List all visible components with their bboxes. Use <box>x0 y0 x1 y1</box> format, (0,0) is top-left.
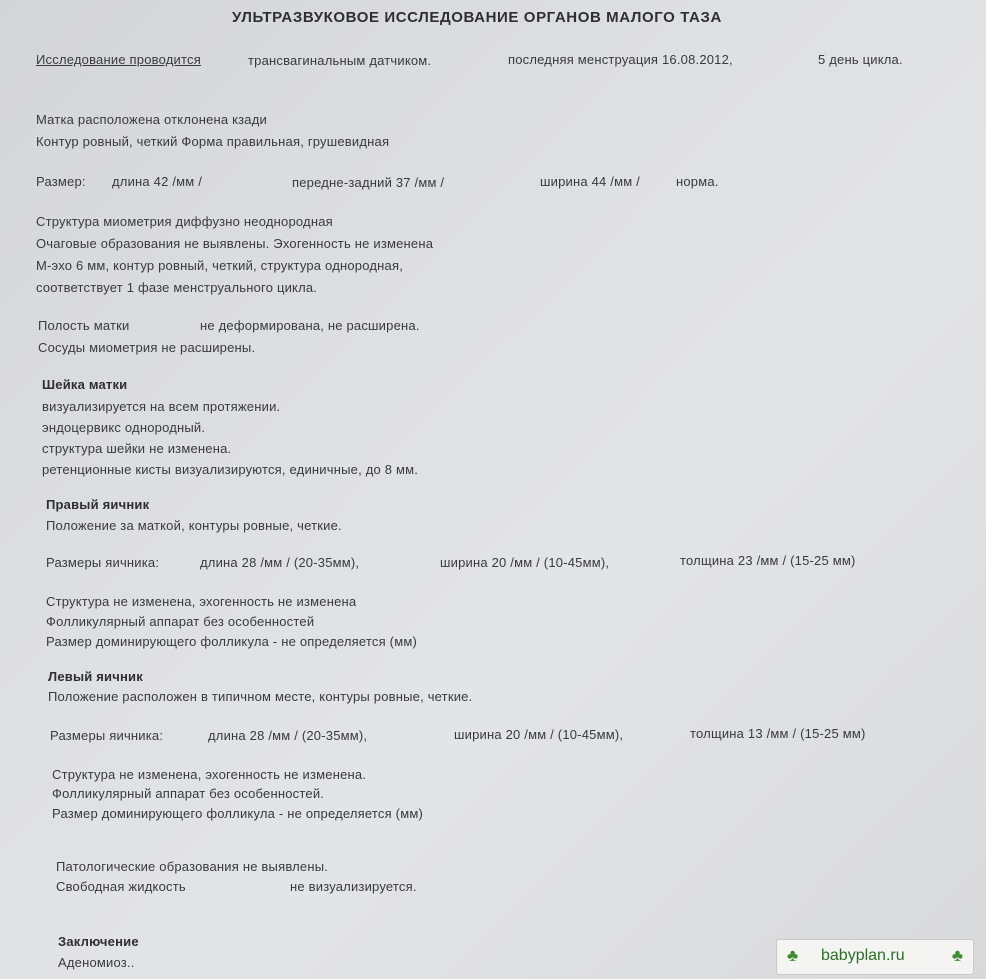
uterus-ap-size: передне-задний 37 /мм / <box>292 175 445 190</box>
right-ovary-heading: Правый яичник <box>46 497 150 512</box>
right-ovary-length: длина 28 /мм / (20-35мм), <box>200 555 360 570</box>
conclusion-heading: Заключение <box>58 934 139 949</box>
report-title: УЛЬТРАЗВУКОВОЕ ИССЛЕДОВАНИЕ ОРГАНОВ МАЛОГО ТАЗА <box>232 9 722 26</box>
free-fluid-label: Свободная жидкость <box>56 879 186 894</box>
uterus-norm: норма. <box>676 174 719 189</box>
last-menstruation: последняя менструация 16.08.2012, <box>508 52 733 67</box>
uterus-size-label: Размер: <box>36 174 86 189</box>
right-ovary-position: Положение за маткой, контуры ровные, четкие. <box>46 518 342 533</box>
conclusion-text: Аденомиоз.. <box>58 955 135 970</box>
left-ovary-follicular: Фолликулярный аппарат без особенностей. <box>52 786 325 801</box>
cycle-day: 5 день цикла. <box>818 52 903 67</box>
watermark-text: babyplan.ru <box>821 947 905 964</box>
right-ovary-dominant-follicle: Размер доминирующего фолликула - не определяется (мм) <box>46 634 418 649</box>
clover-icon: ♣ <box>787 946 799 965</box>
myometrium-vessels: Сосуды миометрия не расширены. <box>38 340 256 355</box>
cycle-phase: соответствует 1 фазе менструального цикла. <box>36 280 318 295</box>
left-ovary-position: Положение расположен в типичном месте, контуры ровные, четкие. <box>48 689 473 704</box>
right-ovary-structure: Структура не изменена, эхогенность не изменена <box>46 594 357 609</box>
myometrium-structure: Структура миометрия диффузно неоднородная <box>36 214 333 229</box>
cervix-heading: Шейка матки <box>42 377 128 392</box>
cervix-line-3: структура шейки не изменена. <box>42 441 232 456</box>
uterus-position-text: Матка расположена отклонена кзади <box>36 112 267 127</box>
uterus-width: ширина 44 /мм / <box>540 174 640 189</box>
uterus-contour: Контур ровный, четкий Форма правильная, грушевидная <box>36 134 390 149</box>
intro-label: Исследование проводится <box>36 52 201 67</box>
left-ovary-dominant-follicle: Размер доминирующего фолликула - не определяется (мм) <box>52 806 424 821</box>
focal-lesions: Очаговые образования не выявлены. Эхогенность не изменена <box>36 236 434 251</box>
cervix-line-4: ретенционные кисты визуализируются, единичные, до 8 мм. <box>42 462 419 477</box>
uterine-cavity-label: Полость матки <box>38 318 130 333</box>
left-ovary-structure: Структура не изменена, эхогенность не изменена. <box>52 767 367 782</box>
left-ovary-width: ширина 20 /мм / (10-45мм), <box>454 727 624 742</box>
cervix-line-2: эндоцервикс однородный. <box>42 420 206 435</box>
uterus-length: длина 42 /мм / <box>112 174 203 189</box>
m-echo: М-эхо 6 мм, контур ровный, четкий, структура однородная, <box>36 258 404 273</box>
uterus-position <box>36 112 267 127</box>
free-fluid-value: не визуализируется. <box>290 879 417 894</box>
intro-method: трансвагинальным датчиком. <box>248 53 432 68</box>
right-ovary-thickness: толщина 23 /мм / (15-25 мм) <box>680 553 856 568</box>
left-ovary-heading: Левый яичник <box>48 669 143 684</box>
cervix-line-1: визуализируется на всем протяжении. <box>42 399 281 414</box>
left-ovary-length: длина 28 /мм / (20-35мм), <box>208 728 368 743</box>
right-ovary-width: ширина 20 /мм / (10-45мм), <box>440 555 610 570</box>
babyplan-watermark <box>776 939 974 975</box>
uterine-cavity-value: не деформирована, не расширена. <box>200 318 420 333</box>
right-ovary-follicular: Фолликулярный аппарат без особенностей <box>46 614 315 629</box>
right-ovary-size-label: Размеры яичника: <box>46 555 160 570</box>
pathology-findings: Патологические образования не выявлены. <box>56 859 329 874</box>
clover-icon: ♣ <box>951 946 963 965</box>
left-ovary-thickness: толщина 13 /мм / (15-25 мм) <box>690 726 866 741</box>
left-ovary-size-label: Размеры яичника: <box>50 728 164 743</box>
